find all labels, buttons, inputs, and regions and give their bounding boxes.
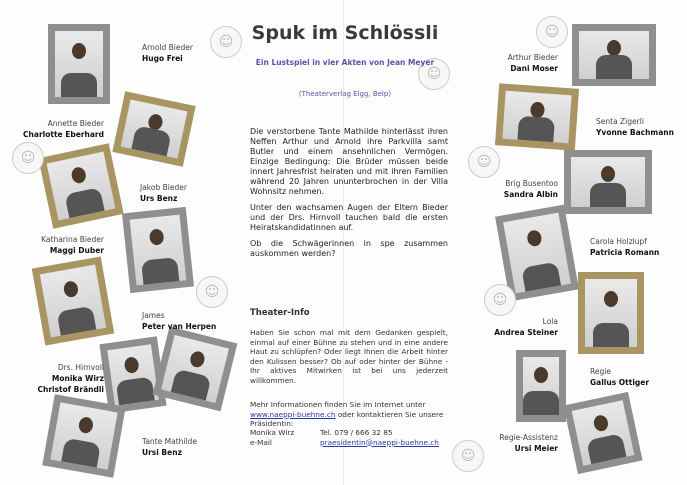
cast-actor: Urs Benz	[140, 194, 178, 203]
cast-actor: Maggi Duber	[49, 246, 104, 255]
cast-actor: Christof Brändli	[37, 385, 104, 394]
cast-actor: Ursi Benz	[142, 448, 182, 457]
info-text: Haben Sie schon mal mit dem Gedanken gespielt, einmal auf einer Bühne zu stehen und in eine andere Haut zu schlüpfen? Oder liegt Ihnen die Arbeit hinter den Kulissen besser? Ob auf oder hinter der Bühne - Ihr aktives Mitwirken ist bei uns jederzeit willkommen.	[250, 328, 448, 385]
cast-entry	[474, 52, 558, 74]
portrait-frame	[516, 350, 566, 422]
cast-actor: Charlotte Eberhard	[23, 130, 104, 139]
president-name: Monika Wirz	[250, 428, 295, 437]
ghost-icon: ☺	[484, 284, 516, 316]
portrait-frame	[572, 24, 656, 86]
cast-role: Arnold Bieder	[142, 43, 193, 52]
portrait-frame	[122, 207, 194, 293]
cast-role: Carola Holzlupf	[590, 237, 647, 246]
cast-actor: Peter van Herpen	[142, 322, 217, 331]
cast-actor: Dani Moser	[510, 64, 558, 73]
more-info-text: Mehr Informationen finden Sie im Internet unter	[250, 400, 426, 409]
more-info-text-2: oder kontaktieren Sie unsere Präsidentin:	[250, 409, 444, 428]
contact-block	[250, 428, 450, 447]
cast-role: Senta Zigerli	[596, 117, 644, 126]
publisher: (Theaterverlag Elgg, Belp)	[298, 90, 392, 98]
email-link[interactable]: praesidentin@naeppi-buehne.ch	[320, 437, 439, 447]
synopsis-paragraph: Die verstorbene Tante Mathilde hinterlässt ihren Neffen Arthur und Arnold ihre Parkvilla samt Butler und einem ansehnlichen Vermögen. Einzige Bedingung: Die Brüder müssen beide innert Jahresfrist heiraten und mit ihren Familien während 20 Jahren ununterbrochen in der Villa Wohnsitz nehmen.	[250, 127, 448, 196]
ghost-icon: ☺	[210, 26, 242, 58]
cast-entry	[140, 182, 187, 204]
email-label: e-Mail	[250, 437, 272, 447]
cast-actor: Hugo Frei	[142, 54, 183, 63]
ghost-icon: ☺	[536, 16, 568, 48]
play-title: Spuk im Schlössli	[251, 22, 439, 44]
cast-entry	[142, 310, 216, 332]
play-subtitle: Ein Lustspiel in vier Akten von Jean Meyer	[255, 58, 435, 67]
portrait-frame	[563, 392, 642, 474]
cast-actor: Monika Wirz	[51, 374, 104, 383]
cast-entry	[590, 366, 649, 388]
cast-actor: Yvonne Bachmann	[596, 128, 674, 137]
ghost-icon: ☺	[418, 58, 450, 90]
synopsis	[250, 127, 448, 265]
cast-actor: Andrea Steiner	[494, 328, 558, 337]
cast-entry	[8, 234, 104, 256]
more-info	[250, 400, 448, 429]
portrait-frame	[38, 143, 123, 228]
cast-role: Katharina Bieder	[41, 235, 104, 244]
portrait-frame	[578, 272, 644, 354]
cast-role: Drs. Hirnvoll	[57, 363, 104, 372]
cast-role: Brig Busentoo	[505, 179, 558, 188]
cast-entry	[590, 236, 659, 258]
synopsis-paragraph: Ob die Schwägerinnen in spe zusammen auskommen werden?	[250, 239, 448, 258]
ghost-icon: ☺	[12, 142, 44, 174]
ghost-icon: ☺	[468, 146, 500, 178]
cast-role: Regie-Assistenz	[499, 433, 558, 442]
ghost-icon: ☺	[196, 276, 228, 308]
cast-entry	[596, 116, 674, 138]
cast-entry	[474, 432, 558, 454]
cast-entry	[142, 436, 197, 458]
cast-entry	[474, 316, 558, 338]
cast-entry	[12, 118, 104, 140]
cast-entry	[14, 362, 104, 395]
cast-actor: Ursi Meier	[514, 444, 558, 453]
website-link[interactable]: www.naeppi-buehne.ch	[250, 409, 336, 419]
info-heading: Theater-Info	[250, 308, 310, 318]
cast-role: Tante Mathilde	[142, 437, 197, 446]
portrait-frame	[48, 24, 110, 104]
ghost-icon: ☺	[452, 440, 484, 472]
cast-role: Arthur Bieder	[507, 53, 558, 62]
cast-role: Lola	[542, 317, 558, 326]
phone-number: Tel. 079 / 666 32 85	[320, 428, 393, 437]
cast-role: Regie	[590, 367, 611, 376]
cast-role: Jakob Bieder	[140, 183, 187, 192]
portrait-frame	[42, 394, 125, 477]
cast-actor: Patricia Romann	[590, 248, 660, 257]
cast-actor: Gallus Ottiger	[590, 378, 650, 387]
synopsis-paragraph: Unter den wachsamen Augen der Eltern Bieder und der Drs. Hirnvoll tauchen bald die ersten Heiratskandidatinnen auf.	[250, 203, 448, 232]
cast-role: Annette Bieder	[47, 119, 104, 128]
cast-actor: Sandra Albin	[503, 190, 558, 199]
portrait-frame	[564, 150, 652, 214]
portrait-frame	[495, 83, 579, 150]
portrait-frame	[32, 257, 114, 346]
cast-entry	[474, 178, 558, 200]
cast-entry	[142, 42, 193, 64]
portrait-frame	[112, 91, 195, 167]
cast-role: James	[142, 311, 165, 320]
